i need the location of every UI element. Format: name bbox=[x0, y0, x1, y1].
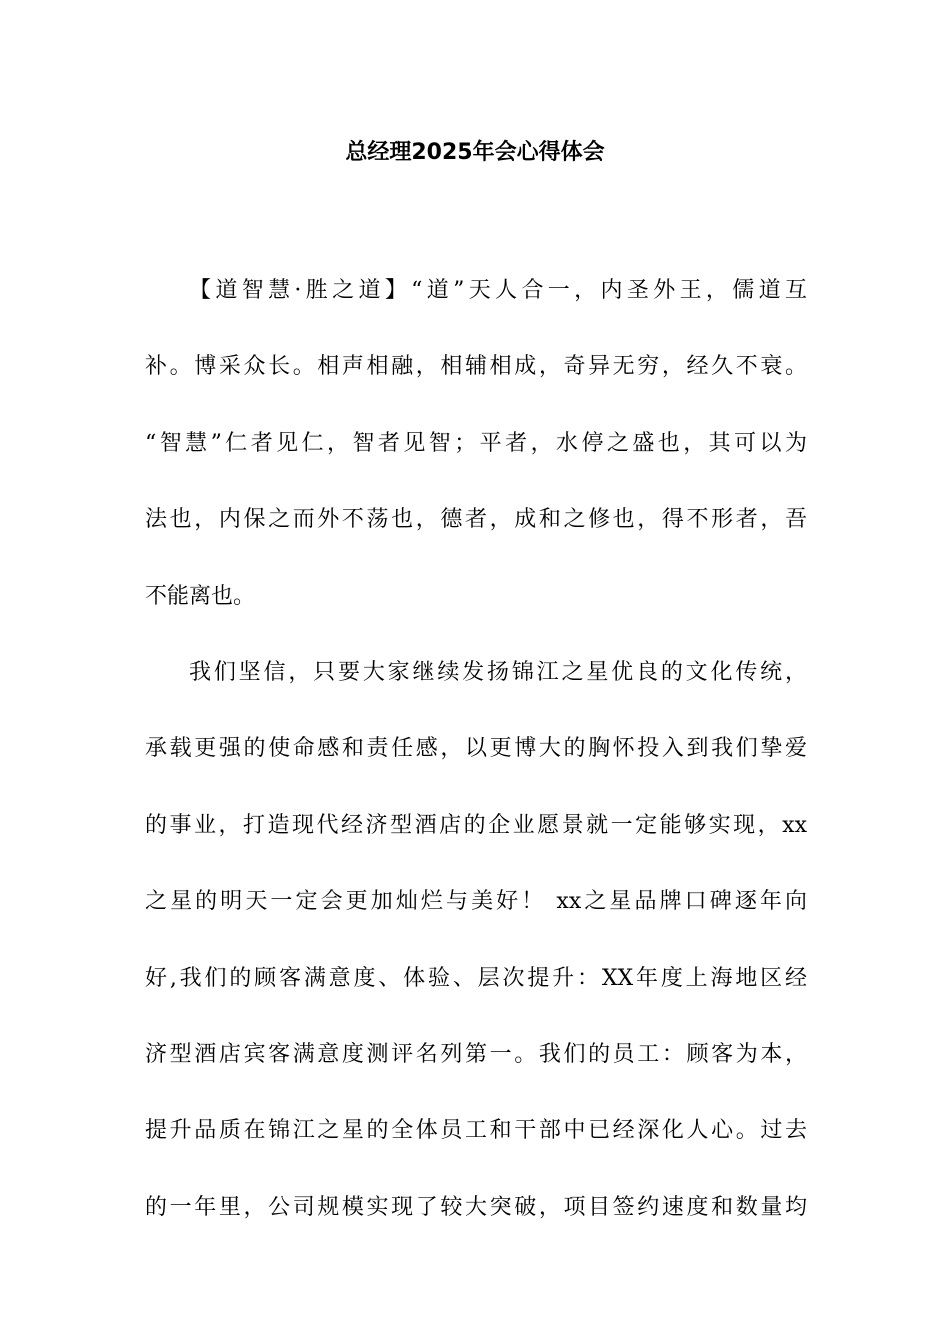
paragraph-2-line-1: 我们坚信，只要大家继续发扬锦江之星优良的文化传统， bbox=[189, 660, 807, 686]
paragraph-2 bbox=[145, 635, 807, 1246]
paragraph-2-line-8: 的一年里，公司规模实现了较大突破，项目签约速度和数量均 bbox=[145, 1194, 807, 1220]
paragraph-2-line-4: 之星的明天一定会更加灿烂与美好！ xx之星品牌口碑逐年向 bbox=[145, 889, 807, 915]
paragraph-1 bbox=[145, 253, 807, 635]
paragraph-2-line-3: 的事业，打造现代经济型酒店的企业愿景就一定能够实现，xx bbox=[145, 812, 807, 838]
document-body bbox=[145, 253, 807, 1246]
paragraph-1-line-1: 【道智慧·胜之道】“道”天人合一，内圣外王，儒道互 bbox=[189, 278, 807, 303]
paragraph-2-line-6: 济型酒店宾客满意度测评名列第一。我们的员工：顾客为本， bbox=[145, 1042, 807, 1068]
paragraph-2-line-5: 好,我们的顾客满意度、体验、层次提升：XX年度上海地区经 bbox=[145, 965, 807, 991]
document-title: 总经理2025年会心得体会 bbox=[345, 140, 605, 165]
paragraph-1-line-4: 法也，内保之而外不荡也，德者，成和之修也，得不形者，吾 bbox=[145, 507, 807, 533]
paragraph-1-line-5: 不能离也。 bbox=[145, 583, 256, 609]
paragraph-1-line-2: 补。博采众长。相声相融，相辅相成，奇异无穷，经久不衰。 bbox=[145, 354, 807, 380]
paragraph-2-line-2: 承载更强的使命感和责任感，以更博大的胸怀投入到我们挚爱 bbox=[145, 736, 807, 762]
paragraph-1-line-3: “智慧”仁者见仁，智者见智；平者，水停之盛也，其可以为 bbox=[145, 430, 807, 456]
paragraph-2-line-7: 提升品质在锦江之星的全体员工和干部中已经深化人心。过去 bbox=[145, 1118, 807, 1144]
